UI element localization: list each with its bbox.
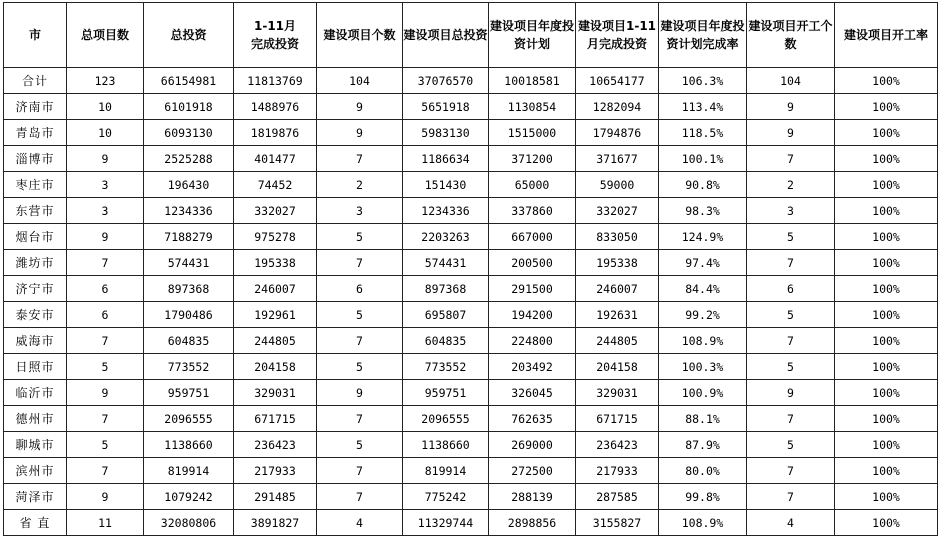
cell-construction-count: 7	[317, 146, 403, 172]
table-row	[4, 458, 938, 484]
cell-city: 烟台市	[4, 224, 67, 250]
header-row	[4, 3, 938, 68]
cell-total-investment: 2525288	[144, 146, 234, 172]
cell-construction-investment: 1138660	[403, 432, 489, 458]
cell-total-investment: 604835	[144, 328, 234, 354]
cell-construction-investment: 37076570	[403, 68, 489, 94]
cell-total-investment: 1138660	[144, 432, 234, 458]
cell-annual-plan: 194200	[489, 302, 576, 328]
cell-construction-investment: 775242	[403, 484, 489, 510]
table-row-total	[4, 68, 938, 94]
cell-construction-count: 6	[317, 276, 403, 302]
cell-total-investment: 196430	[144, 172, 234, 198]
cell-construction-investment: 2203263	[403, 224, 489, 250]
table-row	[4, 120, 938, 146]
header-completed-investment-line1: 1-11月	[253, 19, 297, 33]
cell-completion-rate: 124.9%	[659, 224, 747, 250]
cell-construction-count: 9	[317, 380, 403, 406]
cell-annual-plan: 203492	[489, 354, 576, 380]
cell-completed-investment: 244805	[234, 328, 317, 354]
cell-construction-investment: 819914	[403, 458, 489, 484]
cell-construction-investment: 897368	[403, 276, 489, 302]
cell-construction-completed: 217933	[576, 458, 659, 484]
cell-completion-rate: 108.9%	[659, 328, 747, 354]
cell-city: 省 直	[4, 510, 67, 536]
cell-total-projects: 5	[67, 432, 144, 458]
header-start-rate: 建设项目开工率	[835, 3, 938, 68]
cell-construction-completed: 236423	[576, 432, 659, 458]
cell-total-investment: 819914	[144, 458, 234, 484]
header-total-projects: 总项目数	[67, 3, 144, 68]
cell-started-count: 7	[747, 484, 835, 510]
cell-city: 青岛市	[4, 120, 67, 146]
cell-construction-investment: 5651918	[403, 94, 489, 120]
table-row	[4, 198, 938, 224]
cell-construction-completed: 10654177	[576, 68, 659, 94]
cell-start-rate: 100%	[835, 406, 938, 432]
cell-completed-investment: 401477	[234, 146, 317, 172]
table-row	[4, 224, 938, 250]
cell-completion-rate: 80.0%	[659, 458, 747, 484]
cell-completion-rate: 90.8%	[659, 172, 747, 198]
cell-total-projects: 9	[67, 380, 144, 406]
cell-completed-investment: 329031	[234, 380, 317, 406]
cell-construction-count: 7	[317, 328, 403, 354]
cell-total-projects: 123	[67, 68, 144, 94]
cell-annual-plan: 200500	[489, 250, 576, 276]
cell-construction-count: 7	[317, 484, 403, 510]
cell-completion-rate: 106.3%	[659, 68, 747, 94]
cell-total-projects: 10	[67, 120, 144, 146]
cell-construction-completed: 671715	[576, 406, 659, 432]
cell-construction-investment: 604835	[403, 328, 489, 354]
cell-construction-completed: 833050	[576, 224, 659, 250]
table-row	[4, 510, 938, 536]
cell-completed-investment: 671715	[234, 406, 317, 432]
cell-started-count: 7	[747, 458, 835, 484]
cell-completed-investment: 204158	[234, 354, 317, 380]
cell-total-projects: 7	[67, 328, 144, 354]
table-row	[4, 484, 938, 510]
cell-construction-investment: 151430	[403, 172, 489, 198]
cell-annual-plan: 291500	[489, 276, 576, 302]
cell-completion-rate: 108.9%	[659, 510, 747, 536]
table-row	[4, 328, 938, 354]
cell-construction-count: 2	[317, 172, 403, 198]
cell-city: 威海市	[4, 328, 67, 354]
cell-city: 菏泽市	[4, 484, 67, 510]
table-row	[4, 146, 938, 172]
header-annual-plan: 建设项目年度投资计划	[489, 3, 576, 68]
cell-construction-completed: 329031	[576, 380, 659, 406]
cell-construction-count: 5	[317, 354, 403, 380]
investment-table	[3, 2, 938, 536]
header-started-count: 建设项目开工个数	[747, 3, 835, 68]
cell-annual-plan: 371200	[489, 146, 576, 172]
cell-completed-investment: 192961	[234, 302, 317, 328]
cell-construction-completed: 3155827	[576, 510, 659, 536]
cell-started-count: 6	[747, 276, 835, 302]
cell-completed-investment: 975278	[234, 224, 317, 250]
cell-completed-investment: 246007	[234, 276, 317, 302]
cell-annual-plan: 2898856	[489, 510, 576, 536]
cell-construction-completed: 371677	[576, 146, 659, 172]
cell-started-count: 9	[747, 94, 835, 120]
cell-construction-completed: 204158	[576, 354, 659, 380]
cell-total-investment: 32080806	[144, 510, 234, 536]
cell-completion-rate: 88.1%	[659, 406, 747, 432]
cell-started-count: 3	[747, 198, 835, 224]
cell-total-investment: 2096555	[144, 406, 234, 432]
header-construction-investment: 建设项目总投资	[403, 3, 489, 68]
table-row	[4, 380, 938, 406]
cell-construction-investment: 1186634	[403, 146, 489, 172]
cell-annual-plan: 272500	[489, 458, 576, 484]
header-completed-investment	[234, 3, 317, 68]
cell-started-count: 4	[747, 510, 835, 536]
cell-construction-investment: 574431	[403, 250, 489, 276]
cell-city: 聊城市	[4, 432, 67, 458]
cell-start-rate: 100%	[835, 172, 938, 198]
cell-total-projects: 7	[67, 250, 144, 276]
cell-start-rate: 100%	[835, 146, 938, 172]
cell-city: 合计	[4, 68, 67, 94]
cell-completion-rate: 84.4%	[659, 276, 747, 302]
cell-construction-completed: 195338	[576, 250, 659, 276]
table-row	[4, 406, 938, 432]
cell-construction-count: 7	[317, 458, 403, 484]
table-row	[4, 94, 938, 120]
cell-annual-plan: 337860	[489, 198, 576, 224]
cell-completion-rate: 118.5%	[659, 120, 747, 146]
cell-annual-plan: 10018581	[489, 68, 576, 94]
header-construction-count: 建设项目个数	[317, 3, 403, 68]
cell-total-projects: 7	[67, 406, 144, 432]
cell-completion-rate: 100.9%	[659, 380, 747, 406]
cell-started-count: 7	[747, 406, 835, 432]
cell-completed-investment: 236423	[234, 432, 317, 458]
table-row	[4, 250, 938, 276]
cell-total-investment: 7188279	[144, 224, 234, 250]
cell-annual-plan: 1130854	[489, 94, 576, 120]
cell-total-projects: 9	[67, 484, 144, 510]
table-header	[4, 3, 938, 68]
cell-total-investment: 959751	[144, 380, 234, 406]
cell-construction-completed: 332027	[576, 198, 659, 224]
header-construction-completed: 建设项目1-11月完成投资	[576, 3, 659, 68]
cell-annual-plan: 65000	[489, 172, 576, 198]
cell-city: 枣庄市	[4, 172, 67, 198]
table-row	[4, 276, 938, 302]
cell-started-count: 7	[747, 146, 835, 172]
cell-construction-count: 9	[317, 94, 403, 120]
cell-city: 滨州市	[4, 458, 67, 484]
cell-city: 临沂市	[4, 380, 67, 406]
cell-completed-investment: 217933	[234, 458, 317, 484]
table-row	[4, 172, 938, 198]
cell-annual-plan: 667000	[489, 224, 576, 250]
cell-completion-rate: 99.8%	[659, 484, 747, 510]
cell-city: 济宁市	[4, 276, 67, 302]
cell-start-rate: 100%	[835, 250, 938, 276]
cell-city: 济南市	[4, 94, 67, 120]
table-body	[4, 68, 938, 536]
cell-started-count: 9	[747, 380, 835, 406]
cell-total-projects: 10	[67, 94, 144, 120]
cell-total-projects: 6	[67, 276, 144, 302]
cell-start-rate: 100%	[835, 224, 938, 250]
cell-city: 泰安市	[4, 302, 67, 328]
cell-start-rate: 100%	[835, 120, 938, 146]
cell-start-rate: 100%	[835, 94, 938, 120]
cell-construction-investment: 773552	[403, 354, 489, 380]
cell-completed-investment: 11813769	[234, 68, 317, 94]
cell-completion-rate: 87.9%	[659, 432, 747, 458]
cell-start-rate: 100%	[835, 380, 938, 406]
cell-start-rate: 100%	[835, 302, 938, 328]
cell-total-investment: 6093130	[144, 120, 234, 146]
cell-completion-rate: 100.1%	[659, 146, 747, 172]
cell-construction-completed: 287585	[576, 484, 659, 510]
cell-completion-rate: 98.3%	[659, 198, 747, 224]
cell-construction-completed: 59000	[576, 172, 659, 198]
cell-annual-plan: 1515000	[489, 120, 576, 146]
cell-started-count: 5	[747, 224, 835, 250]
cell-completed-investment: 332027	[234, 198, 317, 224]
cell-total-investment: 897368	[144, 276, 234, 302]
cell-construction-completed: 244805	[576, 328, 659, 354]
cell-construction-count: 7	[317, 250, 403, 276]
cell-construction-count: 4	[317, 510, 403, 536]
cell-construction-count: 5	[317, 302, 403, 328]
cell-started-count: 2	[747, 172, 835, 198]
cell-total-projects: 3	[67, 198, 144, 224]
cell-start-rate: 100%	[835, 354, 938, 380]
cell-construction-count: 104	[317, 68, 403, 94]
cell-total-investment: 1079242	[144, 484, 234, 510]
cell-started-count: 9	[747, 120, 835, 146]
cell-total-investment: 66154981	[144, 68, 234, 94]
cell-start-rate: 100%	[835, 458, 938, 484]
header-city: 市	[4, 3, 67, 68]
cell-city: 德州市	[4, 406, 67, 432]
cell-construction-investment: 1234336	[403, 198, 489, 224]
cell-construction-completed: 192631	[576, 302, 659, 328]
cell-construction-completed: 246007	[576, 276, 659, 302]
cell-started-count: 5	[747, 432, 835, 458]
cell-total-investment: 6101918	[144, 94, 234, 120]
cell-start-rate: 100%	[835, 432, 938, 458]
cell-construction-completed: 1282094	[576, 94, 659, 120]
cell-total-projects: 11	[67, 510, 144, 536]
cell-construction-count: 9	[317, 120, 403, 146]
cell-total-projects: 6	[67, 302, 144, 328]
cell-construction-investment: 11329744	[403, 510, 489, 536]
cell-total-investment: 773552	[144, 354, 234, 380]
cell-completed-investment: 1488976	[234, 94, 317, 120]
cell-construction-investment: 695807	[403, 302, 489, 328]
table-row	[4, 432, 938, 458]
cell-start-rate: 100%	[835, 328, 938, 354]
cell-total-projects: 3	[67, 172, 144, 198]
cell-start-rate: 100%	[835, 276, 938, 302]
cell-city: 淄博市	[4, 146, 67, 172]
cell-construction-count: 5	[317, 224, 403, 250]
cell-started-count: 7	[747, 328, 835, 354]
cell-total-projects: 9	[67, 146, 144, 172]
cell-completed-investment: 195338	[234, 250, 317, 276]
cell-construction-count: 3	[317, 198, 403, 224]
table-row	[4, 354, 938, 380]
cell-total-investment: 574431	[144, 250, 234, 276]
header-completion-rate: 建设项目年度投资计划完成率	[659, 3, 747, 68]
cell-completed-investment: 1819876	[234, 120, 317, 146]
cell-construction-investment: 5983130	[403, 120, 489, 146]
cell-construction-count: 5	[317, 432, 403, 458]
cell-annual-plan: 326045	[489, 380, 576, 406]
cell-completed-investment: 74452	[234, 172, 317, 198]
cell-total-projects: 9	[67, 224, 144, 250]
header-completed-investment-line2: 完成投资	[250, 37, 299, 51]
cell-completion-rate: 97.4%	[659, 250, 747, 276]
cell-annual-plan: 269000	[489, 432, 576, 458]
cell-completion-rate: 99.2%	[659, 302, 747, 328]
cell-started-count: 5	[747, 302, 835, 328]
cell-started-count: 104	[747, 68, 835, 94]
cell-start-rate: 100%	[835, 198, 938, 224]
cell-construction-completed: 1794876	[576, 120, 659, 146]
cell-start-rate: 100%	[835, 484, 938, 510]
table-row	[4, 302, 938, 328]
cell-construction-investment: 959751	[403, 380, 489, 406]
cell-construction-investment: 2096555	[403, 406, 489, 432]
cell-start-rate: 100%	[835, 510, 938, 536]
cell-started-count: 7	[747, 250, 835, 276]
cell-construction-count: 7	[317, 406, 403, 432]
cell-annual-plan: 288139	[489, 484, 576, 510]
cell-total-projects: 7	[67, 458, 144, 484]
cell-completed-investment: 3891827	[234, 510, 317, 536]
header-total-investment: 总投资	[144, 3, 234, 68]
cell-started-count: 5	[747, 354, 835, 380]
cell-start-rate: 100%	[835, 68, 938, 94]
cell-annual-plan: 224800	[489, 328, 576, 354]
cell-city: 日照市	[4, 354, 67, 380]
cell-total-investment: 1790486	[144, 302, 234, 328]
cell-total-investment: 1234336	[144, 198, 234, 224]
cell-total-projects: 5	[67, 354, 144, 380]
cell-annual-plan: 762635	[489, 406, 576, 432]
cell-completion-rate: 100.3%	[659, 354, 747, 380]
cell-completed-investment: 291485	[234, 484, 317, 510]
cell-city: 潍坊市	[4, 250, 67, 276]
cell-city: 东营市	[4, 198, 67, 224]
cell-completion-rate: 113.4%	[659, 94, 747, 120]
